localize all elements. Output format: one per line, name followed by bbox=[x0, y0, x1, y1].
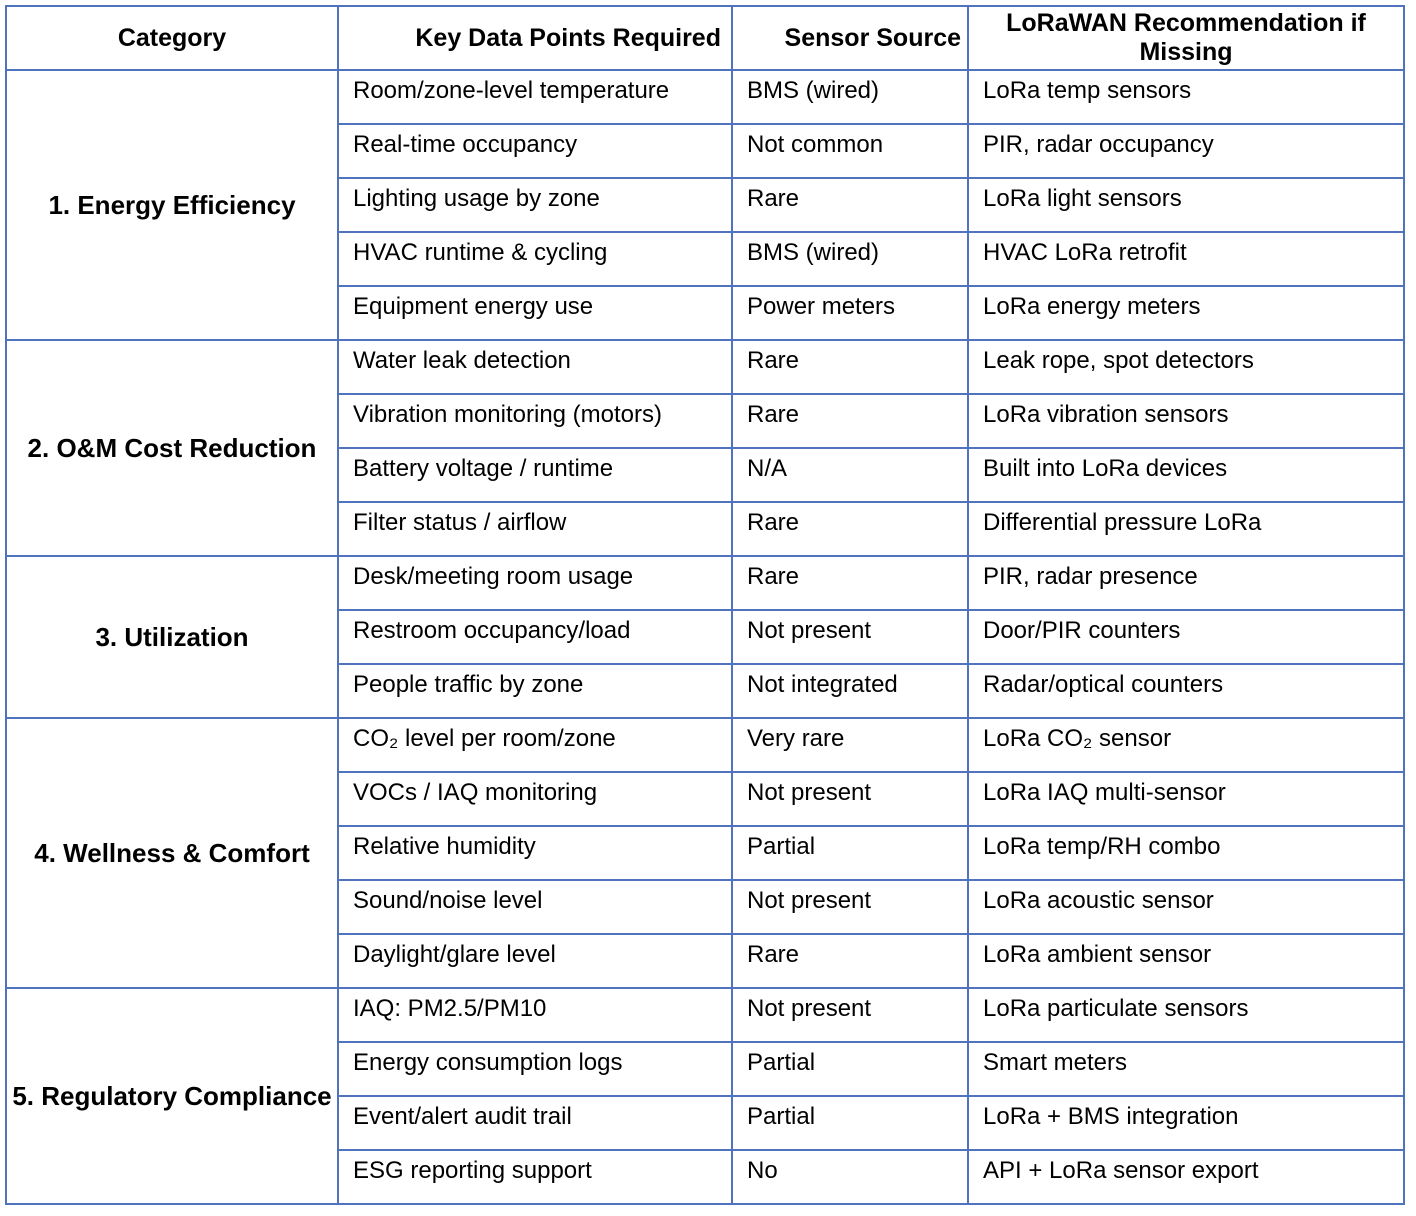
key-data-cell: Water leak detection bbox=[338, 340, 732, 394]
key-data-cell: HVAC runtime & cycling bbox=[338, 232, 732, 286]
key-data-cell: Relative humidity bbox=[338, 826, 732, 880]
key-data-cell: Battery voltage / runtime bbox=[338, 448, 732, 502]
sensor-source-cell: Not present bbox=[732, 610, 968, 664]
key-data-cell: Lighting usage by zone bbox=[338, 178, 732, 232]
recommendation-cell: LoRa temp/RH combo bbox=[968, 826, 1404, 880]
recommendation-cell: LoRa + BMS integration bbox=[968, 1096, 1404, 1150]
sensor-requirements-table bbox=[5, 5, 1405, 1205]
recommendation-cell: PIR, radar occupancy bbox=[968, 124, 1404, 178]
category-cell: 4. Wellness & Comfort bbox=[6, 718, 338, 988]
header-row bbox=[6, 6, 1404, 70]
category-cell: 2. O&M Cost Reduction bbox=[6, 340, 338, 556]
header-category: Category bbox=[6, 6, 338, 70]
recommendation-cell: Leak rope, spot detectors bbox=[968, 340, 1404, 394]
sensor-source-cell: Not common bbox=[732, 124, 968, 178]
header-sensor-source: Sensor Source bbox=[732, 6, 968, 70]
recommendation-cell: Smart meters bbox=[968, 1042, 1404, 1096]
table-row bbox=[6, 340, 1404, 394]
recommendation-cell: LoRa acoustic sensor bbox=[968, 880, 1404, 934]
sensor-source-cell: Not integrated bbox=[732, 664, 968, 718]
table-header bbox=[6, 6, 1404, 70]
sensor-source-cell: Not present bbox=[732, 880, 968, 934]
recommendation-cell: Radar/optical counters bbox=[968, 664, 1404, 718]
recommendation-cell: API + LoRa sensor export bbox=[968, 1150, 1404, 1204]
table-row bbox=[6, 70, 1404, 124]
recommendation-cell: Built into LoRa devices bbox=[968, 448, 1404, 502]
category-cell: 5. Regulatory Compliance bbox=[6, 988, 338, 1204]
recommendation-cell: PIR, radar presence bbox=[968, 556, 1404, 610]
key-data-cell: CO₂ level per room/zone bbox=[338, 718, 732, 772]
header-lorawan-recommendation: LoRaWAN Recommendation if Missing bbox=[968, 6, 1404, 70]
key-data-cell: Energy consumption logs bbox=[338, 1042, 732, 1096]
recommendation-cell: LoRa IAQ multi-sensor bbox=[968, 772, 1404, 826]
sensor-source-cell: N/A bbox=[732, 448, 968, 502]
sensor-source-cell: Rare bbox=[732, 394, 968, 448]
table-body bbox=[6, 70, 1404, 1204]
sensor-source-cell: Partial bbox=[732, 1042, 968, 1096]
sensor-source-cell: BMS (wired) bbox=[732, 70, 968, 124]
recommendation-cell: LoRa energy meters bbox=[968, 286, 1404, 340]
sensor-source-cell: Rare bbox=[732, 934, 968, 988]
recommendation-cell: HVAC LoRa retrofit bbox=[968, 232, 1404, 286]
key-data-cell: Event/alert audit trail bbox=[338, 1096, 732, 1150]
recommendation-cell: LoRa particulate sensors bbox=[968, 988, 1404, 1042]
key-data-cell: Equipment energy use bbox=[338, 286, 732, 340]
recommendation-cell: LoRa light sensors bbox=[968, 178, 1404, 232]
document-page bbox=[5, 5, 1405, 1205]
category-cell: 1. Energy Efficiency bbox=[6, 70, 338, 340]
category-cell: 3. Utilization bbox=[6, 556, 338, 718]
key-data-cell: Real-time occupancy bbox=[338, 124, 732, 178]
sensor-source-cell: Not present bbox=[732, 988, 968, 1042]
recommendation-cell: LoRa ambient sensor bbox=[968, 934, 1404, 988]
recommendation-cell: LoRa vibration sensors bbox=[968, 394, 1404, 448]
sensor-source-cell: Partial bbox=[732, 826, 968, 880]
sensor-source-cell: Power meters bbox=[732, 286, 968, 340]
sensor-source-cell: Partial bbox=[732, 1096, 968, 1150]
key-data-cell: Filter status / airflow bbox=[338, 502, 732, 556]
recommendation-cell: LoRa temp sensors bbox=[968, 70, 1404, 124]
key-data-cell: Sound/noise level bbox=[338, 880, 732, 934]
sensor-source-cell: Not present bbox=[732, 772, 968, 826]
sensor-source-cell: Rare bbox=[732, 178, 968, 232]
key-data-cell: Room/zone-level temperature bbox=[338, 70, 732, 124]
sensor-source-cell: Rare bbox=[732, 340, 968, 394]
sensor-source-cell: Rare bbox=[732, 502, 968, 556]
key-data-cell: ESG reporting support bbox=[338, 1150, 732, 1204]
recommendation-cell: LoRa CO₂ sensor bbox=[968, 718, 1404, 772]
key-data-cell: VOCs / IAQ monitoring bbox=[338, 772, 732, 826]
sensor-source-cell: Rare bbox=[732, 556, 968, 610]
table-row bbox=[6, 718, 1404, 772]
table-row bbox=[6, 988, 1404, 1042]
key-data-cell: Daylight/glare level bbox=[338, 934, 732, 988]
key-data-cell: IAQ: PM2.5/PM10 bbox=[338, 988, 732, 1042]
table-row bbox=[6, 556, 1404, 610]
key-data-cell: People traffic by zone bbox=[338, 664, 732, 718]
sensor-source-cell: Very rare bbox=[732, 718, 968, 772]
sensor-source-cell: No bbox=[732, 1150, 968, 1204]
recommendation-cell: Door/PIR counters bbox=[968, 610, 1404, 664]
sensor-source-cell: BMS (wired) bbox=[732, 232, 968, 286]
recommendation-cell: Differential pressure LoRa bbox=[968, 502, 1404, 556]
key-data-cell: Restroom occupancy/load bbox=[338, 610, 732, 664]
key-data-cell: Desk/meeting room usage bbox=[338, 556, 732, 610]
key-data-cell: Vibration monitoring (motors) bbox=[338, 394, 732, 448]
header-key-data-points: Key Data Points Required bbox=[338, 6, 732, 70]
